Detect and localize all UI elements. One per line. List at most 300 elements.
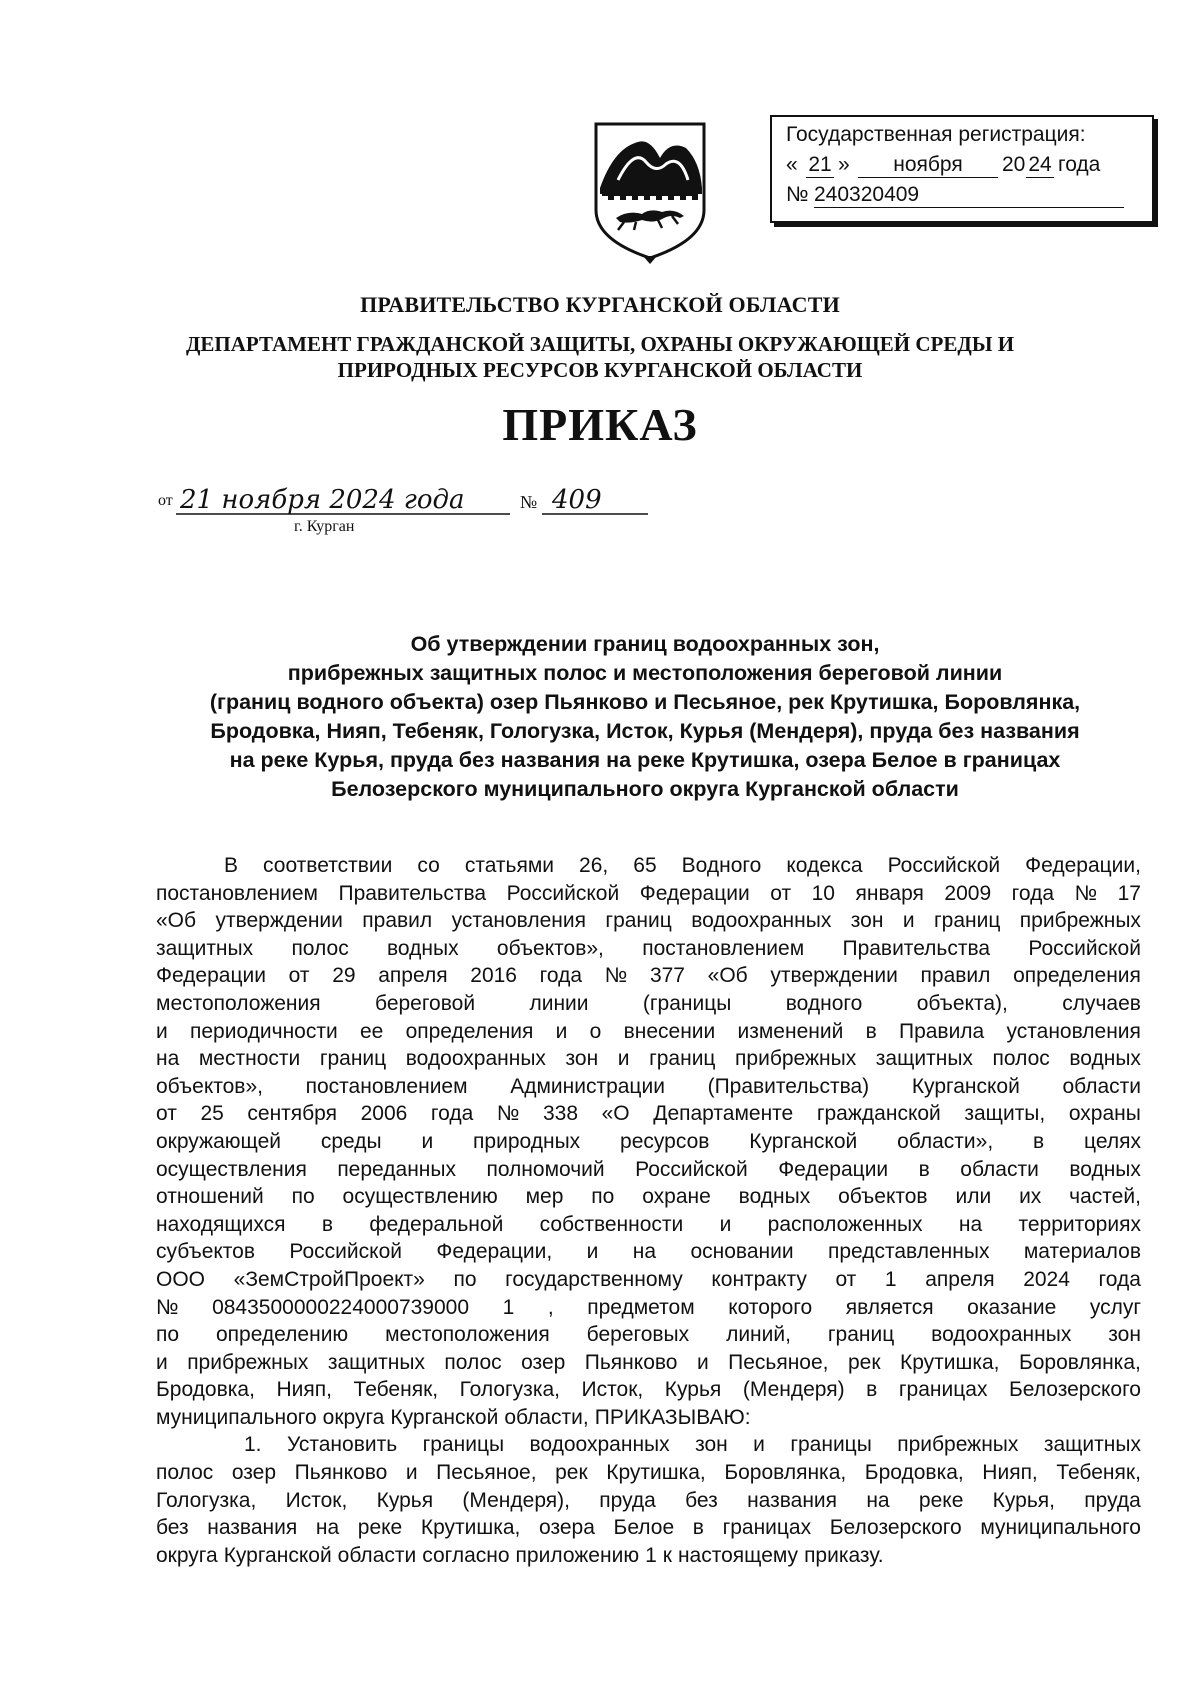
word: постановлением bbox=[156, 881, 318, 905]
word: Бродовка, bbox=[864, 1461, 964, 1485]
registration-year-prefix: 20 bbox=[1002, 153, 1026, 176]
word: Департаменте bbox=[653, 1102, 794, 1126]
word: 65 bbox=[633, 854, 657, 877]
word: природных bbox=[473, 1129, 581, 1153]
title-line: (границ водного объекта) озер Пьянково и Песьяное, рек Крутишка, Боровлянка, bbox=[209, 690, 1081, 714]
word: № bbox=[1074, 881, 1098, 905]
word: и bbox=[902, 909, 915, 933]
word: от bbox=[770, 881, 792, 905]
preamble-line bbox=[156, 1238, 1141, 1266]
word: границ bbox=[605, 909, 672, 933]
word: 17 bbox=[1117, 881, 1141, 905]
word: января bbox=[855, 881, 924, 905]
word: объекта), bbox=[916, 991, 1008, 1015]
word: Тебеняк, bbox=[353, 1378, 439, 1402]
word: 29 bbox=[332, 964, 356, 988]
word: приложению bbox=[515, 1543, 640, 1567]
word: 2016 bbox=[470, 964, 517, 988]
word: прибрежных bbox=[187, 1350, 309, 1374]
preamble-line bbox=[156, 880, 1141, 908]
word: Курганской bbox=[911, 1074, 1020, 1098]
word: Песьяное, bbox=[436, 1461, 537, 1485]
word: или bbox=[955, 1185, 992, 1209]
word: Пьянково bbox=[294, 1461, 388, 1485]
word: года bbox=[539, 964, 583, 988]
preamble-line bbox=[156, 852, 1141, 880]
word: кодекса bbox=[786, 854, 863, 877]
word: представленных bbox=[827, 1240, 990, 1264]
word: от bbox=[288, 964, 310, 988]
word: отношений bbox=[156, 1185, 264, 1209]
item-line bbox=[156, 1542, 1141, 1570]
date-number-label: № bbox=[520, 492, 538, 512]
word: утверждении bbox=[215, 909, 343, 933]
word: защиты, bbox=[964, 1102, 1046, 1126]
order-body bbox=[156, 852, 1141, 1569]
word: со bbox=[417, 854, 440, 877]
word: границ bbox=[649, 1047, 716, 1071]
word: и bbox=[586, 1240, 599, 1264]
preamble-line bbox=[156, 1404, 1141, 1432]
word: и bbox=[719, 1212, 732, 1236]
word: области bbox=[960, 1157, 1039, 1181]
word: Исток, bbox=[581, 1378, 644, 1402]
word: сентября bbox=[247, 1102, 337, 1126]
word: 1 bbox=[645, 1543, 657, 1567]
word: правил bbox=[362, 909, 433, 933]
word: в bbox=[918, 1157, 930, 1181]
word: муниципального bbox=[156, 1405, 317, 1429]
word: расположенных bbox=[767, 1212, 923, 1236]
word: «О bbox=[601, 1102, 630, 1126]
word: ресурсов bbox=[620, 1129, 710, 1153]
word: муниципального bbox=[980, 1516, 1141, 1540]
word: согласно bbox=[422, 1543, 510, 1567]
word: апреля bbox=[925, 1267, 995, 1291]
word: 2024 bbox=[1023, 1267, 1070, 1291]
word: Российской bbox=[887, 854, 1001, 877]
date-from-label: от bbox=[158, 492, 173, 509]
word: ПРИКАЗЫВАЮ: bbox=[594, 1405, 751, 1429]
preamble-line bbox=[156, 1321, 1141, 1349]
word: Белозерского bbox=[829, 1516, 962, 1540]
registration-number-label: № bbox=[786, 183, 809, 206]
word: Крутишка, bbox=[606, 1461, 706, 1485]
word: осуществлению bbox=[342, 1185, 498, 1209]
preamble-line bbox=[156, 1211, 1141, 1239]
word: пруда bbox=[599, 1488, 656, 1512]
word: основании bbox=[690, 1240, 794, 1264]
preamble-line bbox=[156, 990, 1141, 1018]
word: по bbox=[156, 1323, 180, 1347]
word: в bbox=[1033, 1129, 1045, 1153]
word: границ bbox=[827, 1323, 895, 1347]
word: озер bbox=[521, 1350, 566, 1374]
word: границы bbox=[422, 1433, 505, 1457]
handwritten-date-signature bbox=[158, 480, 658, 540]
word: границах bbox=[898, 1378, 988, 1402]
title-line: Об утверждении границ водоохранных зон, bbox=[410, 632, 880, 656]
word: федеральной bbox=[369, 1212, 504, 1236]
item-line bbox=[156, 1487, 1141, 1515]
word: без bbox=[156, 1516, 189, 1540]
word: объектов bbox=[838, 1185, 928, 1209]
word: периодичности bbox=[189, 1019, 338, 1043]
word: 25 bbox=[200, 1102, 224, 1126]
word: Боровлянка, bbox=[724, 1461, 847, 1485]
word: статьями bbox=[464, 854, 555, 877]
registration-number: 240320409 bbox=[814, 183, 1124, 208]
word: области», bbox=[897, 1129, 994, 1153]
word: определения bbox=[405, 1019, 534, 1043]
word: Водного bbox=[681, 854, 762, 877]
preamble-line bbox=[156, 1018, 1141, 1046]
word: водных bbox=[387, 936, 459, 960]
word: Российской bbox=[289, 1240, 402, 1264]
title-line: Белозерского муниципального округа Курганской области bbox=[331, 777, 959, 801]
registration-year-word: года bbox=[1058, 153, 1101, 176]
word: мер bbox=[525, 1185, 564, 1209]
word: гражданской bbox=[816, 1102, 941, 1126]
word: утверждении bbox=[770, 964, 898, 988]
word: Российской bbox=[635, 1157, 748, 1181]
word: 377 bbox=[649, 964, 685, 988]
word: зон bbox=[565, 1047, 599, 1071]
registration-date bbox=[786, 153, 1138, 181]
registration-number-row bbox=[786, 183, 1138, 211]
word: Гологузка, bbox=[459, 1378, 560, 1402]
word: частей, bbox=[1069, 1185, 1141, 1209]
word: границах bbox=[722, 1516, 812, 1540]
government-name: ПРАВИТЕЛЬСТВО КУРГАНСКОЙ ОБЛАСТИ bbox=[360, 292, 840, 317]
word: Российской bbox=[1028, 936, 1141, 960]
word: В bbox=[224, 854, 239, 877]
word: и bbox=[156, 1019, 168, 1043]
preamble-line bbox=[156, 1349, 1141, 1377]
word: в bbox=[321, 1212, 333, 1236]
word: которого bbox=[728, 1295, 813, 1319]
preamble-line bbox=[156, 1128, 1141, 1156]
word: услуг bbox=[1089, 1295, 1141, 1319]
word: защитных bbox=[156, 936, 254, 960]
word: настоящему bbox=[677, 1543, 799, 1567]
registration-day: 21 bbox=[806, 153, 834, 178]
word: осуществления bbox=[156, 1157, 307, 1181]
word: территориях bbox=[1018, 1212, 1141, 1236]
word: на bbox=[958, 1212, 983, 1236]
word: на bbox=[866, 1488, 890, 1512]
word: Крутишка, bbox=[420, 1516, 521, 1540]
word: и bbox=[696, 1350, 709, 1374]
word: объектов», bbox=[496, 936, 604, 960]
handwritten-number: 409 bbox=[552, 485, 602, 515]
word: линий, bbox=[726, 1323, 791, 1347]
item-line bbox=[156, 1431, 1141, 1459]
word: окружающей bbox=[156, 1129, 281, 1153]
word: 0843500000224000739000 bbox=[212, 1295, 470, 1319]
preamble-line bbox=[156, 1045, 1141, 1073]
registration-quote-open: « bbox=[786, 153, 798, 176]
word: Правительства bbox=[842, 936, 991, 960]
title-line: Бродовка, Нияп, Тебеняк, Гологузка, Исток, Курья (Мендеря), пруда без названия bbox=[210, 719, 1080, 743]
word: Боровлянка, bbox=[1018, 1350, 1141, 1374]
word: водоохранных bbox=[691, 909, 832, 933]
registration-month: ноября bbox=[858, 153, 998, 178]
document-type: ПРИКАЗ bbox=[502, 399, 698, 450]
word: Курганской bbox=[749, 1129, 858, 1153]
preamble-line bbox=[156, 1183, 1141, 1211]
word: 2006 bbox=[360, 1102, 408, 1126]
word: полномочий bbox=[486, 1157, 605, 1181]
word: по bbox=[291, 1185, 315, 1209]
item-line bbox=[156, 1514, 1141, 1542]
item-line bbox=[156, 1459, 1141, 1487]
word: ООО bbox=[156, 1267, 206, 1291]
word: приказу. bbox=[804, 1543, 884, 1567]
word: апреля bbox=[378, 964, 448, 988]
word: водоохранных bbox=[405, 1047, 546, 1071]
department-name-line1: ДЕПАРТАМЕНТ ГРАЖДАНСКОЙ ЗАЩИТЫ, ОХРАНЫ ОКРУЖАЮЩЕЙ СРЕДЫ И bbox=[185, 332, 1015, 356]
order-date-line bbox=[158, 480, 658, 540]
word: государственному bbox=[505, 1267, 683, 1291]
preamble-paragraph bbox=[156, 852, 1141, 1431]
word: (границы bbox=[642, 991, 732, 1015]
word: от bbox=[156, 1102, 177, 1126]
word: и bbox=[156, 1350, 168, 1374]
word: Бродовка, bbox=[156, 1378, 255, 1402]
word: полос bbox=[156, 1461, 214, 1485]
word: целях bbox=[1084, 1129, 1141, 1153]
word: по bbox=[453, 1267, 477, 1291]
word: Курья bbox=[664, 1378, 722, 1402]
word: определению bbox=[215, 1323, 349, 1347]
word: на bbox=[315, 1516, 340, 1540]
word: субъектов bbox=[156, 1240, 256, 1264]
word: предметом bbox=[587, 1295, 695, 1319]
word: определения bbox=[1013, 964, 1141, 988]
title-line: прибрежных защитных полос и местоположения береговой линии bbox=[287, 661, 1003, 685]
word: 2009 bbox=[944, 881, 992, 905]
word: установления bbox=[451, 909, 586, 933]
word: береговой bbox=[375, 991, 476, 1015]
word: Правительства bbox=[338, 881, 487, 905]
department-name-line2: ПРИРОДНЫХ РЕСУРСОВ КУРГАНСКОЙ ОБЛАСТИ bbox=[337, 358, 863, 382]
word: рек bbox=[555, 1461, 588, 1485]
word: Нияп, bbox=[276, 1378, 332, 1402]
word: границ bbox=[319, 1047, 387, 1071]
word: 1 bbox=[502, 1295, 515, 1319]
word: от bbox=[835, 1267, 857, 1291]
word: в bbox=[692, 1516, 704, 1540]
word: местоположения bbox=[156, 991, 321, 1015]
word: полос bbox=[992, 1047, 1050, 1071]
word: и bbox=[421, 1129, 434, 1153]
word: водных bbox=[1069, 1157, 1141, 1181]
word: их bbox=[1019, 1185, 1042, 1209]
word: названия bbox=[207, 1516, 298, 1540]
word: и bbox=[617, 1047, 630, 1071]
word: водоохранных bbox=[529, 1433, 670, 1457]
word: защитных bbox=[1043, 1433, 1141, 1457]
word: в bbox=[865, 1019, 877, 1043]
word: объектов», bbox=[156, 1074, 263, 1098]
word: собственности bbox=[539, 1212, 684, 1236]
word: Белое bbox=[613, 1516, 675, 1540]
preamble-line bbox=[156, 907, 1141, 935]
word: (Мендеря) bbox=[742, 1378, 845, 1402]
word: 1. bbox=[244, 1433, 262, 1457]
word: (Мендеря), bbox=[462, 1488, 570, 1512]
word: зон bbox=[1108, 1323, 1141, 1347]
word: защитных bbox=[875, 1047, 973, 1071]
preamble-line bbox=[156, 1266, 1141, 1294]
word: прибрежных bbox=[735, 1047, 857, 1071]
word: «ЗемСтройПроект» bbox=[233, 1267, 425, 1291]
word: прибрежных bbox=[1019, 909, 1141, 933]
word: округа bbox=[322, 1405, 385, 1429]
word: соответствии bbox=[263, 854, 393, 877]
word: является bbox=[845, 1295, 934, 1319]
registration-year-suffix: 24 bbox=[1026, 153, 1054, 178]
preamble-line bbox=[156, 1294, 1141, 1322]
word: области bbox=[1062, 1074, 1141, 1098]
preamble-line bbox=[156, 1156, 1141, 1184]
word: Гологузка, bbox=[156, 1488, 257, 1512]
title-line: на реке Курья, пруда без названия на реке Крутишка, озера Белое в границах bbox=[229, 748, 1061, 772]
preamble-line bbox=[156, 1073, 1141, 1101]
word: о bbox=[589, 1019, 602, 1043]
word: Нияп, bbox=[982, 1461, 1038, 1485]
word: и bbox=[555, 1019, 568, 1043]
preamble-line bbox=[156, 1376, 1141, 1404]
word: № bbox=[156, 1295, 179, 1319]
word: области bbox=[337, 1543, 417, 1567]
word: года bbox=[1011, 881, 1055, 905]
word: Курганской bbox=[390, 1405, 499, 1429]
word: зон bbox=[850, 909, 884, 933]
word: Федерации bbox=[778, 1157, 889, 1181]
word: изменений bbox=[737, 1019, 844, 1043]
word: реке bbox=[918, 1488, 964, 1512]
order-title bbox=[150, 630, 1140, 804]
word: прибрежных bbox=[897, 1433, 1019, 1457]
word: Песьяное, bbox=[728, 1350, 829, 1374]
word: охране bbox=[642, 1185, 711, 1209]
word: и bbox=[753, 1433, 765, 1457]
registration-stamp bbox=[770, 115, 1154, 223]
word: пруда bbox=[1084, 1488, 1141, 1512]
word: находящихся bbox=[156, 1212, 286, 1236]
word: в bbox=[866, 1378, 878, 1402]
word: Тебеняк, bbox=[1056, 1461, 1141, 1485]
word: контракту bbox=[711, 1267, 807, 1291]
registration-quote-close: » bbox=[838, 153, 850, 176]
word: охраны bbox=[1068, 1102, 1141, 1126]
word: (Правительства) bbox=[707, 1074, 870, 1098]
word: Правила bbox=[898, 1019, 985, 1043]
word: водных bbox=[1069, 1047, 1141, 1071]
word: постановлением bbox=[642, 936, 805, 960]
word: Федерации, bbox=[436, 1240, 553, 1264]
word: года bbox=[430, 1102, 474, 1126]
word: линии bbox=[529, 991, 589, 1015]
word: Федерации bbox=[639, 881, 750, 905]
word: Федерации bbox=[156, 964, 266, 988]
word: года bbox=[1098, 1267, 1141, 1291]
word: Курья, bbox=[992, 1488, 1055, 1512]
word: названия bbox=[747, 1488, 838, 1512]
word: Курганской bbox=[223, 1543, 332, 1567]
word: без bbox=[685, 1488, 718, 1512]
word: «Об bbox=[156, 909, 197, 933]
registration-label: Государственная регистрация: bbox=[786, 123, 1086, 146]
word: № bbox=[496, 1102, 520, 1126]
order-item-1 bbox=[156, 1431, 1141, 1569]
word: водоохранных bbox=[931, 1323, 1072, 1347]
word: «Об bbox=[707, 964, 748, 988]
word: Российской bbox=[506, 881, 620, 905]
word: постановлением bbox=[305, 1074, 468, 1098]
word: Федерации, bbox=[1025, 854, 1141, 877]
word: реке bbox=[357, 1516, 403, 1540]
word: береговых bbox=[586, 1323, 690, 1347]
word: на bbox=[156, 1047, 180, 1071]
word: 338 bbox=[542, 1102, 579, 1126]
word: области, bbox=[504, 1405, 589, 1429]
word: озера bbox=[539, 1516, 595, 1540]
coat-of-arms-icon bbox=[588, 118, 712, 268]
word: местоположения bbox=[385, 1323, 550, 1347]
word: № bbox=[604, 964, 628, 988]
word: полос bbox=[291, 936, 349, 960]
word: округа bbox=[156, 1543, 218, 1567]
word: ее bbox=[359, 1019, 384, 1043]
word: 1 bbox=[884, 1267, 897, 1291]
word: на bbox=[632, 1240, 657, 1264]
word: Крутишка, bbox=[899, 1350, 1000, 1374]
word: зон bbox=[695, 1433, 728, 1457]
word: границ bbox=[933, 909, 1001, 933]
word: водного bbox=[785, 991, 863, 1015]
word: к bbox=[662, 1543, 672, 1567]
word: рек bbox=[847, 1350, 881, 1374]
word: Установить bbox=[286, 1433, 398, 1457]
preamble-line bbox=[156, 1100, 1141, 1128]
word: внесении bbox=[623, 1019, 716, 1043]
word: местности bbox=[198, 1047, 301, 1071]
word: правил bbox=[920, 964, 991, 988]
word: установления bbox=[1006, 1019, 1141, 1043]
preamble-line bbox=[156, 935, 1141, 963]
word: защитных bbox=[327, 1350, 425, 1374]
word: , bbox=[547, 1295, 554, 1319]
word: случаев bbox=[1062, 991, 1141, 1015]
word: полос bbox=[444, 1350, 502, 1374]
word: 26, bbox=[579, 854, 609, 877]
word: границы bbox=[790, 1433, 872, 1457]
handwritten-date: 21 ноября 2024 года bbox=[180, 485, 465, 515]
word: по bbox=[591, 1185, 615, 1209]
word: оказание bbox=[967, 1295, 1057, 1319]
city-name: г. Курган bbox=[294, 518, 355, 535]
word: 10 bbox=[811, 881, 835, 905]
word: Пьянково bbox=[584, 1350, 678, 1374]
word: среды bbox=[320, 1129, 382, 1153]
preamble-line bbox=[156, 962, 1141, 990]
word: Исток, bbox=[285, 1488, 348, 1512]
word: и bbox=[405, 1461, 418, 1485]
word: водных bbox=[738, 1185, 811, 1209]
